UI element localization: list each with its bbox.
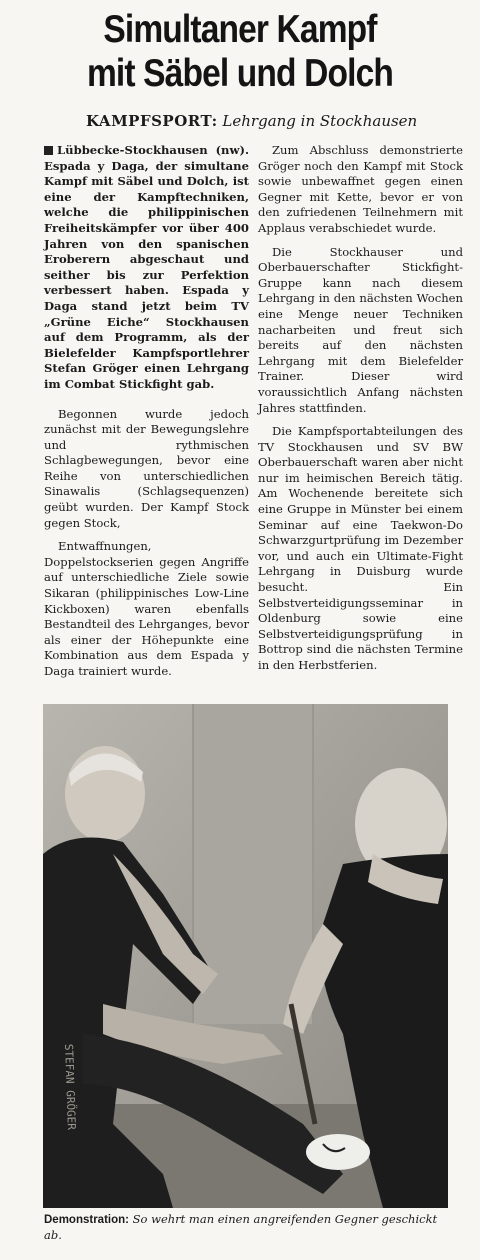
article-photo [43, 704, 448, 1208]
body-paragraph: Zum Abschluss demonstrierte Gröger noch den Kampf mit Stock sowie unbewaffnet gegen einen Gegner mit Kette, bevor er von den zufriedenen Teilnehmern mit Applaus verabschiedet wurde. [258, 143, 463, 235]
headline [0, 8, 480, 96]
body-paragraph: Begonnen wurde jedoch zunächst mit der Bewegungslehre und rythmischen Schlagbewegungen, bevor eine Reihe von unterschiedlichen Sinawalis (Schlagsequenzen) geübt wurden. Der Kampf Stock gegen Stock, [44, 406, 249, 530]
left-column [44, 143, 249, 688]
photo-caption [44, 1212, 449, 1243]
bullet-square-icon [44, 146, 53, 155]
headline-line-2: mit Säbel und Dolch [86, 52, 394, 95]
kicker-label: KAMPFSPORT: [86, 112, 218, 130]
caption-label: Demonstration: [44, 1214, 129, 1226]
lead-text: Lübbecke-Stockhausen (nw). Espada y Daga, der simultane Kampf mit Säbel und Dolch, ist eine der Kampftechniken, welche die philippinischen Freiheitskämpfer vor über 400 Jahren von den spanischen Eroberern abgeschaut und seither bis zur Perfektion verbessert haben. Espada y Daga stand jetzt beim TV „Grüne Eiche“ Stockhausen auf dem Programm, als der Bielefelder Kampfsportlehrer Stefan Gröger einen Lehrgang im Combat Stickfight gab. [44, 143, 249, 391]
body-paragraph: Entwaffnungen, Doppelstockserien gegen Angriffe auf unterschiedliche Ziele sowie Sikaran (philippinisches Low-Line Kickboxen) waren ebenfalls Bestandteil des Lehrganges, bevor als einer der Höhepunkte eine Kombination aus dem Espada y Daga trainiert wurde. [44, 539, 249, 678]
kicker [86, 112, 426, 130]
right-column [258, 143, 463, 682]
body-paragraph: Die Stockhauser und Oberbauerschafter Stickfight-Gruppe kann nach diesem Lehrgang in den nächsten Wochen eine Menge neuer Techniken nacharbeiten und freut sich bereits auf den nächsten Lehrgang mit dem Bielefelder Trainer. Dieser wird voraussichtlich Anfang nächsten Jahres stattfinden. [258, 244, 463, 415]
shirt-print: STEFAN GRÖGER [62, 1043, 78, 1131]
kicker-topic: Lehrgang in Stockhausen [217, 112, 418, 130]
caption-text: So wehrt man einen angreifenden Gegner geschickt ab. [44, 1212, 438, 1242]
body-paragraph: Die Kampfsportabteilungen des TV Stockhausen und SV BW Oberbauerschaft waren aber nicht nur im heimischen Bereich tätig. Am Wochenende bereitete sich eine Gruppe in Münster bei einem Seminar auf eine Taekwon-Do Schwarzgurtprüfung im Dezember vor, und auch ein Ultimate-Fight Lehrgang in Duisburg wurde besucht. Ein Selbstverteidigungsseminar in Oldenburg sowie eine Selbstverteidigungsprüfung in Bottrop sind die nächsten Termine in den Herbstferien. [258, 424, 463, 672]
lead-paragraph [44, 143, 249, 393]
photo-illustration [43, 704, 448, 1208]
headline-line-1: Simultaner Kampf [103, 8, 377, 51]
